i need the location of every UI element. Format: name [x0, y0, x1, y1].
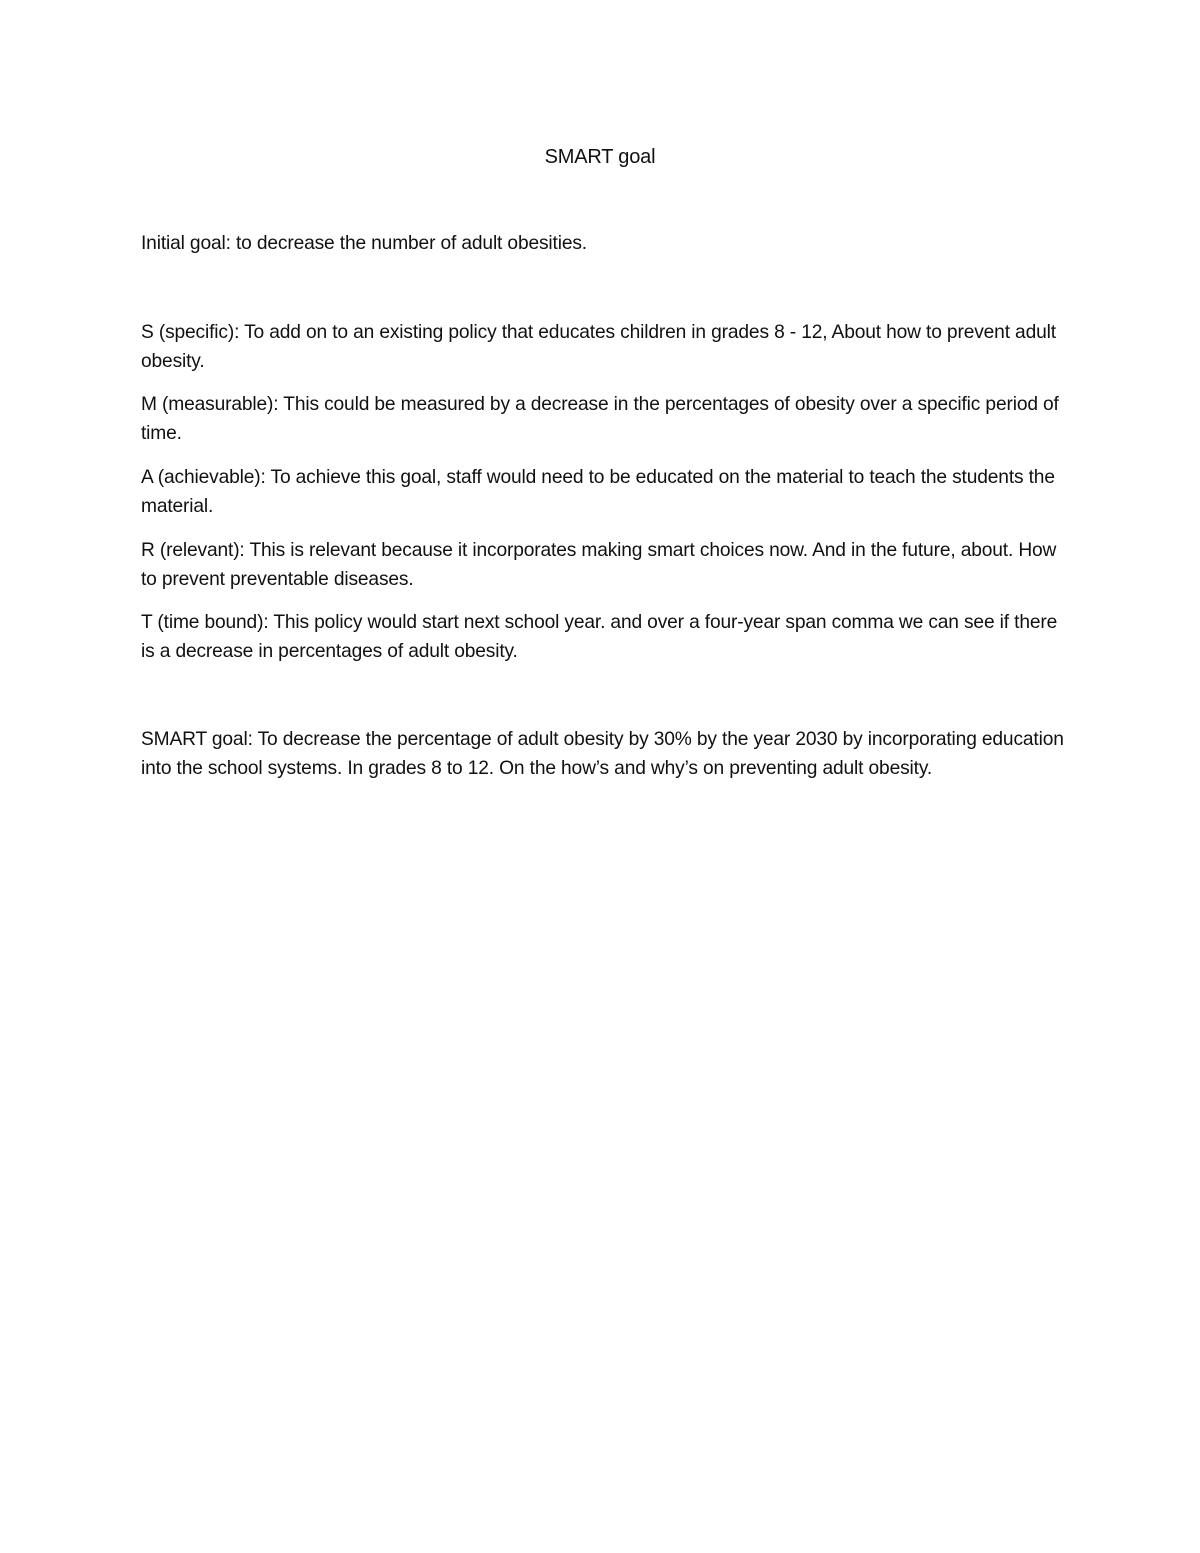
smart-measurable-paragraph: M (measurable): This could be measured by a decrease in the percentages of obesity over a specific period of time. — [141, 394, 1059, 444]
page-title: SMART goal — [544, 146, 656, 168]
smart-specific-paragraph: S (specific): To add on to an existing policy that educates children in grades 8 - 12, About how to prevent adult obesity. — [141, 322, 1056, 372]
smart-time-bound-paragraph: T (time bound): This policy would start next school year. and over a four-year span comma we can see if there is a decrease in percentages of adult obesity. — [141, 612, 1058, 662]
initial-goal-paragraph: Initial goal: to decrease the number of adult obesities. — [141, 233, 587, 254]
smart-relevant-paragraph: R (relevant): This is relevant because it incorporates making smart choices now. And in the future, about. How to prevent preventable diseases. — [141, 540, 1057, 590]
final-smart-goal-paragraph: SMART goal: To decrease the percentage of adult obesity by 30% by the year 2030 by incorporating education into the school systems. In grades 8 to 12. On the how’s and why’s on preventing adult obesity. — [141, 729, 1064, 779]
smart-achievable-paragraph: A (achievable): To achieve this goal, staff would need to be educated on the material to teach the students the material. — [141, 467, 1055, 517]
